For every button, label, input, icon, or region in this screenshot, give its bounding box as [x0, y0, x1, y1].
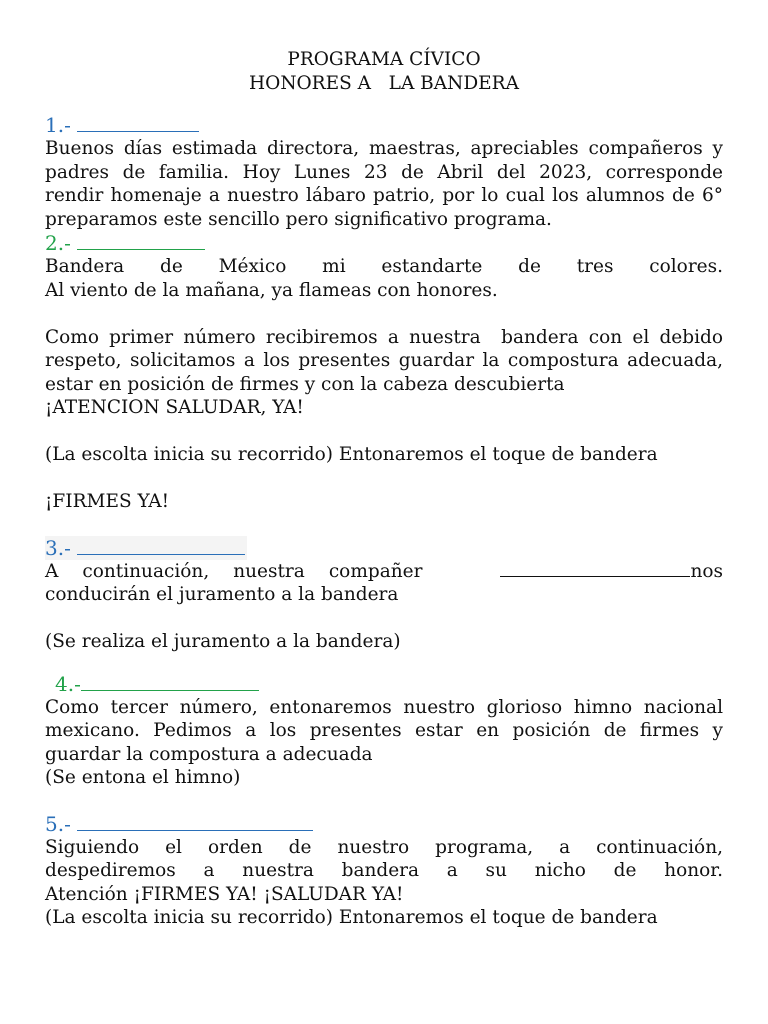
command-line: ¡ATENCION SALUDAR, YA!	[45, 397, 304, 418]
section-5-escort-note: (La escolta inicia su recorrido) Entonaremos el toque de bandera	[45, 907, 658, 928]
section-3-number: 3.-	[45, 536, 723, 560]
title-line-2: HONORES A LA BANDERA	[249, 72, 519, 94]
section-4-line: Como tercer número, entonaremos nuestro glorioso himno nacional	[45, 696, 723, 718]
oath-note: (Se realiza el juramento a la bandera)	[45, 631, 401, 652]
section-4-paragraph	[45, 696, 723, 790]
section-3-note	[45, 630, 723, 654]
document-title	[45, 48, 723, 95]
firmes-command: ¡FIRMES YA!	[45, 491, 170, 512]
section-4-line: guardar la compostura a adecuada	[45, 743, 373, 765]
section-4-number: 4.-	[45, 672, 723, 696]
section-4-name-blank	[81, 672, 259, 691]
section-1-line: preparamos este sencillo pero significativo programa.	[45, 208, 552, 230]
section-1-paragraph	[45, 137, 723, 231]
section-2-name-blank	[77, 231, 205, 250]
section-5-name-blank	[77, 812, 313, 831]
section-3-line-1	[45, 560, 723, 584]
poem-line-1: Bandera de México mi estandarte de tres colores.	[45, 256, 723, 277]
section-2-number: 2.-	[45, 231, 723, 255]
section-5-line: Siguiendo el orden de nuestro programa, a continuación,	[45, 836, 723, 858]
document-page	[45, 48, 723, 930]
section-2-paragraph-1	[45, 326, 723, 420]
title-line-1: PROGRAMA CÍVICO	[287, 49, 481, 70]
section-1-line: padres de familia. Hoy Lunes 23 de Abril del 2023, corresponde	[45, 161, 723, 183]
section-5-line: despediremos a nuestra bandera a su nicho de honor.	[45, 860, 723, 881]
poem-line-2: Al viento de la mañana, ya flameas con honores.	[45, 279, 498, 301]
section-2-paragraph-3	[45, 490, 723, 514]
section-3-line-2: conducirán el juramento a la bandera	[45, 584, 399, 605]
section-3-name-blank	[77, 536, 245, 555]
escort-note: (La escolta inicia su recorrido) Entonaremos el toque de bandera	[45, 444, 658, 465]
section-5-number: 5.-	[45, 812, 723, 836]
anthem-note: (Se entona el himno)	[45, 767, 241, 788]
section-1-number: 1.-	[45, 113, 723, 137]
section-1-line: rendir homenaje a nuestro lábaro patrio, por lo cual los alumnos de 6°	[45, 185, 723, 206]
section-5-command: Atención ¡FIRMES YA! ¡SALUDAR YA!	[45, 883, 404, 905]
section-3-paragraph	[45, 560, 723, 607]
section-2-poem	[45, 255, 723, 302]
student-name-blank	[500, 560, 690, 577]
section-1-line: Buenos días estimada directora, maestras, apreciables compañeros y	[45, 138, 723, 159]
section-5-paragraph	[45, 836, 723, 930]
paragraph-line: Como primer número recibiremos a nuestra bandera con el debido	[45, 326, 723, 348]
section-3-line-1-end: nos	[690, 560, 723, 582]
paragraph-line: respeto, solicitamos a los presentes guardar la compostura adecuada,	[45, 350, 723, 371]
section-3-line-1-start: A continuación, nuestra compañer	[45, 560, 423, 582]
section-4-line: mexicano. Pedimos a los presentes estar en posición de firmes y	[45, 720, 723, 741]
paragraph-line: estar en posición de firmes y con la cabeza descubierta	[45, 373, 565, 395]
section-1-name-blank	[77, 113, 199, 132]
section-2-paragraph-2	[45, 443, 723, 467]
